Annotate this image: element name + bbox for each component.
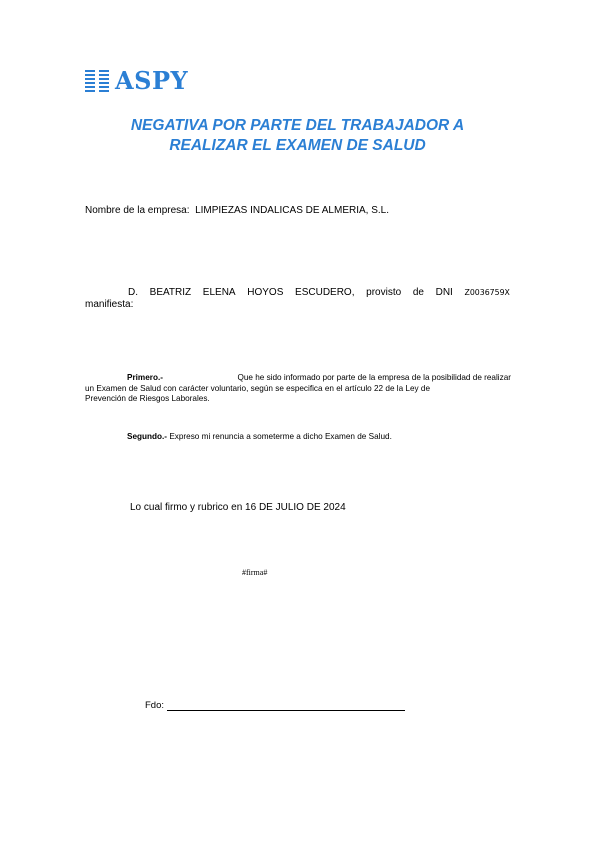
person-declaration — [85, 287, 510, 311]
company-line — [85, 205, 389, 217]
primero-line-1: Que he sido informado por parte de la empresa de la posibilidad de realizar — [237, 373, 511, 382]
title-line-2: REALIZAR EL EXAMEN DE SALUD — [169, 137, 426, 154]
segundo-lead: Segundo.- — [127, 432, 168, 441]
person-line-2: manifiesta: — [85, 299, 134, 310]
person-line-1 — [85, 287, 510, 299]
segundo-text: Expreso mi renuncia a someterme a dicho Examen de Salud. — [169, 432, 392, 441]
person-word: DNI — [435, 287, 453, 298]
title-line-1: NEGATIVA POR PARTE DEL TRABAJADOR A — [130, 117, 465, 134]
signature-field — [145, 700, 405, 711]
person-word: ESCUDERO, — [295, 287, 355, 298]
aspy-logo-icon — [85, 70, 109, 92]
primero-line-3: Prevención de Riesgos Laborales. — [85, 394, 210, 403]
dni-number: Z0036759X — [464, 288, 510, 297]
person-word: provisto — [366, 287, 402, 298]
signature-rule — [167, 701, 405, 711]
segundo-paragraph — [85, 432, 511, 443]
company-label: Nombre de la empresa: — [85, 205, 190, 216]
aspy-logo — [85, 68, 188, 94]
signing-statement: Lo cual firmo y rubrico en 16 DE JULIO DE 2024 — [130, 502, 346, 513]
person-word: HOYOS — [247, 287, 284, 298]
primero-line-2: un Examen de Salud con carácter voluntario, según se especifica en el artículo 22 de la Ley de — [85, 383, 430, 393]
fdo-label: Fdo: — [145, 700, 165, 711]
document-title — [60, 116, 535, 156]
primero-paragraph — [85, 373, 511, 405]
signature-placeholder: #firma# — [242, 568, 268, 577]
logo-text: ASPY — [115, 66, 189, 95]
primero-lead: Primero.- — [127, 373, 163, 382]
person-word: de — [412, 287, 424, 298]
person-word: ELENA — [202, 287, 236, 298]
company-name: LIMPIEZAS INDALICAS DE ALMERIA, S.L. — [195, 205, 390, 216]
person-word: BEATRIZ — [149, 287, 192, 298]
person-word: D. — [128, 287, 138, 298]
